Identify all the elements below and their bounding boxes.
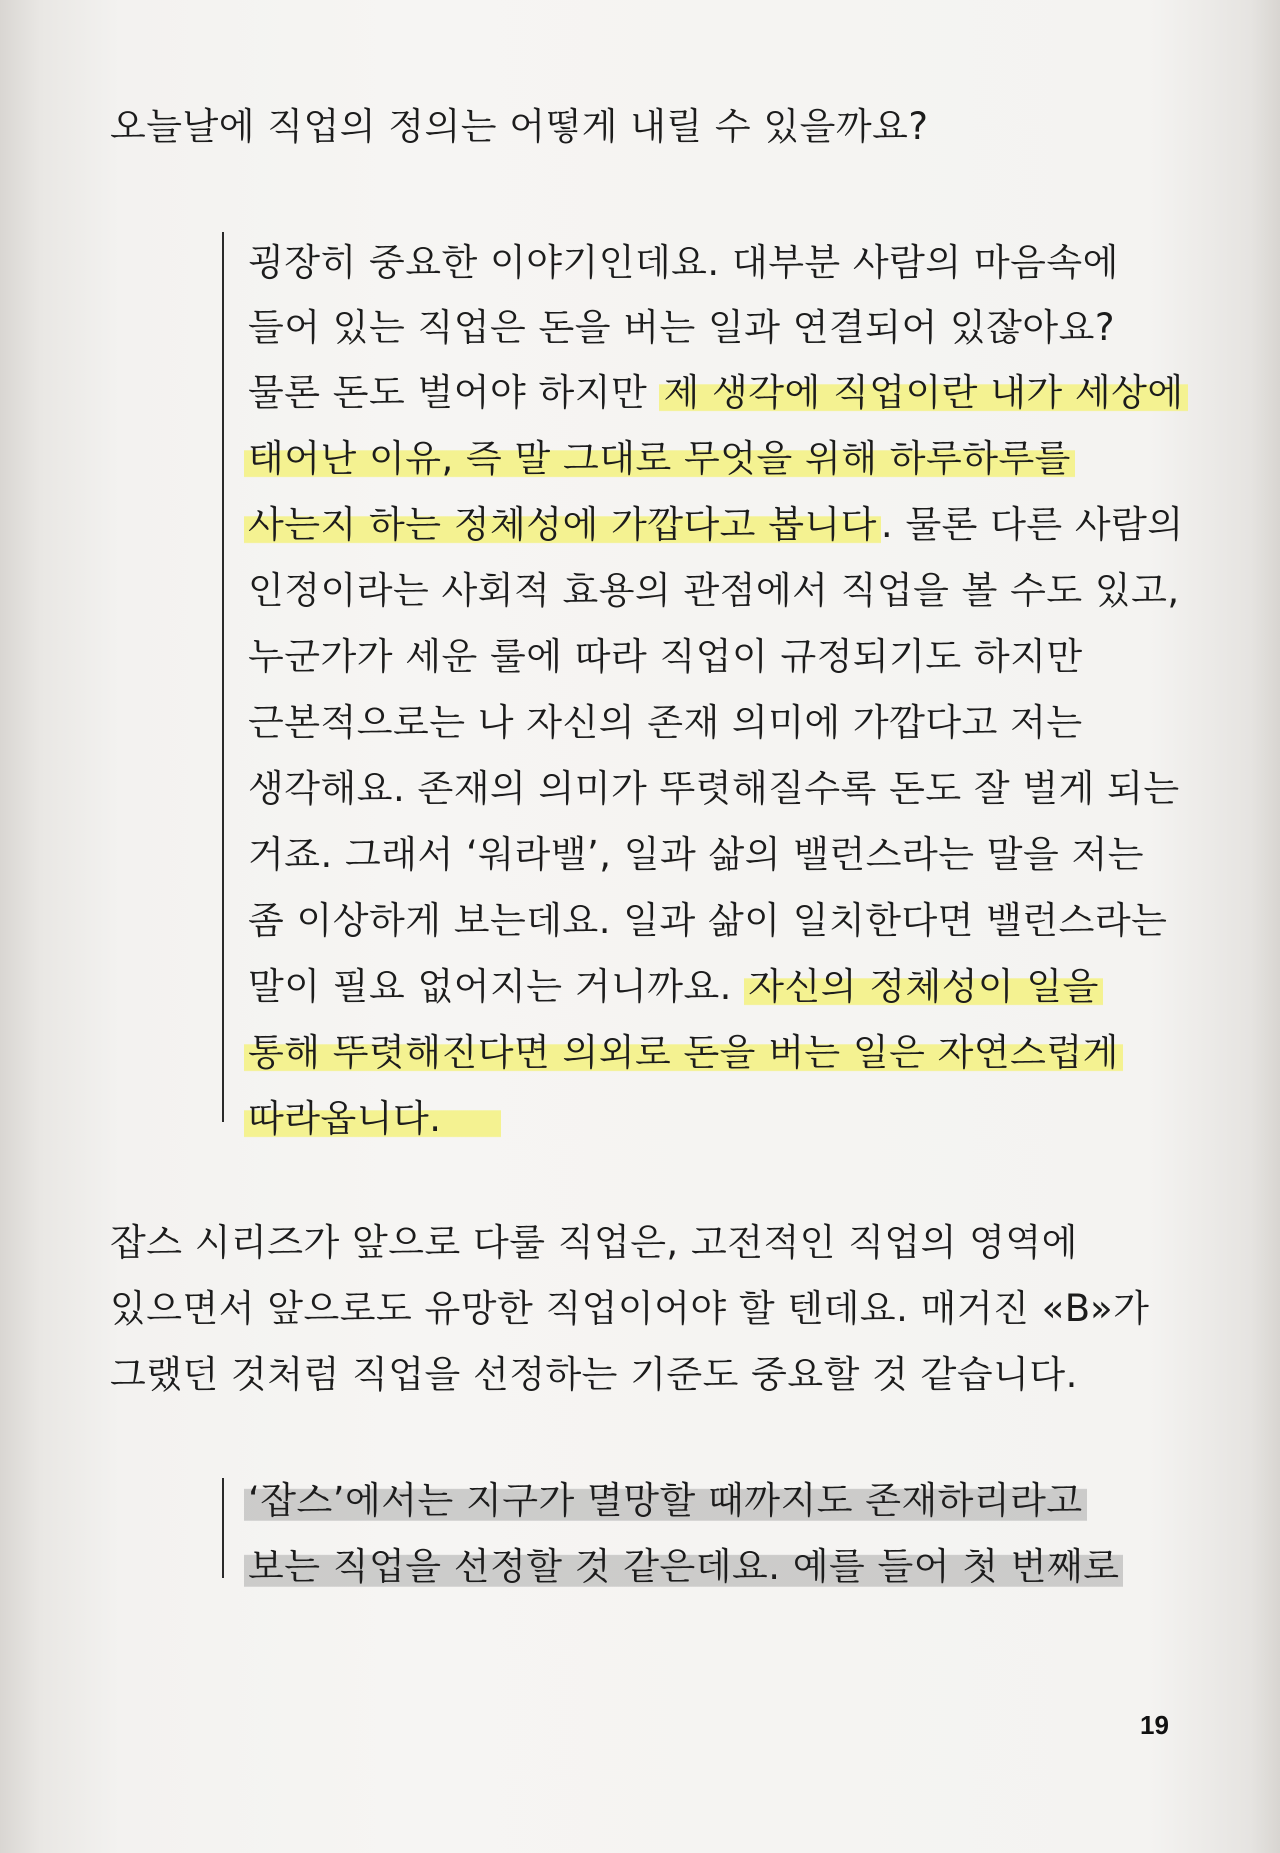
answer-1-line-14 <box>244 1088 501 1142</box>
answer-1-line-11: 좀 이상하게 보는데요. 일과 삶이 일치한다면 밸런스라는 <box>248 899 1168 942</box>
answer-1-line-6: 인정이라는 사회적 효용의 관점에서 직업을 볼 수도 있고, <box>248 569 1180 612</box>
quote-bar-2 <box>222 1478 224 1578</box>
page-number: 19 <box>1140 1710 1169 1740</box>
question-2-line-2: 있으면서 앞으로도 유망한 직업이어야 할 텐데요. 매거진 «B»가 <box>110 1287 1150 1330</box>
answer-1-line-3-plain: 물론 돈도 벌어야 하지만 <box>248 371 648 414</box>
highlight-span: 제 생각에 직업이란 내가 세상에 <box>659 371 1187 414</box>
answer-1-line-12 <box>248 956 1103 1010</box>
answer-1-line-3 <box>248 362 1188 416</box>
highlight-span: 자신의 정체성이 일을 <box>744 965 1103 1008</box>
highlight-span: 태어난 이유, 즉 말 그대로 무엇을 위해 하루하루를 <box>244 437 1075 480</box>
highlight-span: 사는지 하는 정체성에 가깝다고 봅니다 <box>244 503 881 546</box>
answer-1-line-10: 거죠. 그래서 ‘워라밸’, 일과 삶의 밸런스라는 말을 저는 <box>248 833 1144 876</box>
answer-1-line-12-plain: 말이 필요 없어지는 거니까요. <box>248 965 732 1008</box>
highlight-span: 통해 뚜렷해진다면 의외로 돈을 버는 일은 자연스럽게 <box>244 1031 1123 1074</box>
answer-1-line-1: 굉장히 중요한 이야기인데요. 대부분 사람의 마음속에 <box>248 241 1119 284</box>
quote-bar-1 <box>222 232 224 1122</box>
answer-1-line-4 <box>244 428 1075 482</box>
answer-2-line-1 <box>244 1470 1087 1524</box>
answer-2-line-2 <box>244 1536 1123 1590</box>
gray-highlight-span: ‘잡스’에서는 지구가 멸망할 때까지도 존재하리라고 <box>244 1479 1087 1522</box>
answer-1-line-5 <box>244 494 1184 548</box>
answer-1-line-5-plain: . 물론 다른 사람의 <box>880 503 1184 546</box>
answer-1-line-7: 누군가가 세운 룰에 따라 직업이 규정되기도 하지만 <box>248 635 1083 678</box>
answer-1-line-13 <box>244 1022 1123 1076</box>
answer-1-line-9: 생각해요. 존재의 의미가 뚜렷해질수록 돈도 잘 벌게 되는 <box>248 767 1180 810</box>
question-2-line-1: 잡스 시리즈가 앞으로 다룰 직업은, 고전적인 직업의 영역에 <box>110 1221 1078 1264</box>
gray-highlight-span: 보는 직업을 선정할 것 같은데요. 예를 들어 첫 번째로 <box>244 1545 1123 1588</box>
answer-1-line-8: 근본적으로는 나 자신의 존재 의미에 가깝다고 저는 <box>248 701 1083 744</box>
highlight-span: 따라옵니다. <box>244 1097 501 1140</box>
answer-1-line-2: 들어 있는 직업은 돈을 버는 일과 연결되어 있잖아요? <box>248 306 1116 349</box>
question-2-line-3: 그랬던 것처럼 직업을 선정하는 기준도 중요할 것 같습니다. <box>110 1353 1078 1396</box>
question-1: 오늘날에 직업의 정의는 어떻게 내릴 수 있을까요? <box>110 105 929 148</box>
